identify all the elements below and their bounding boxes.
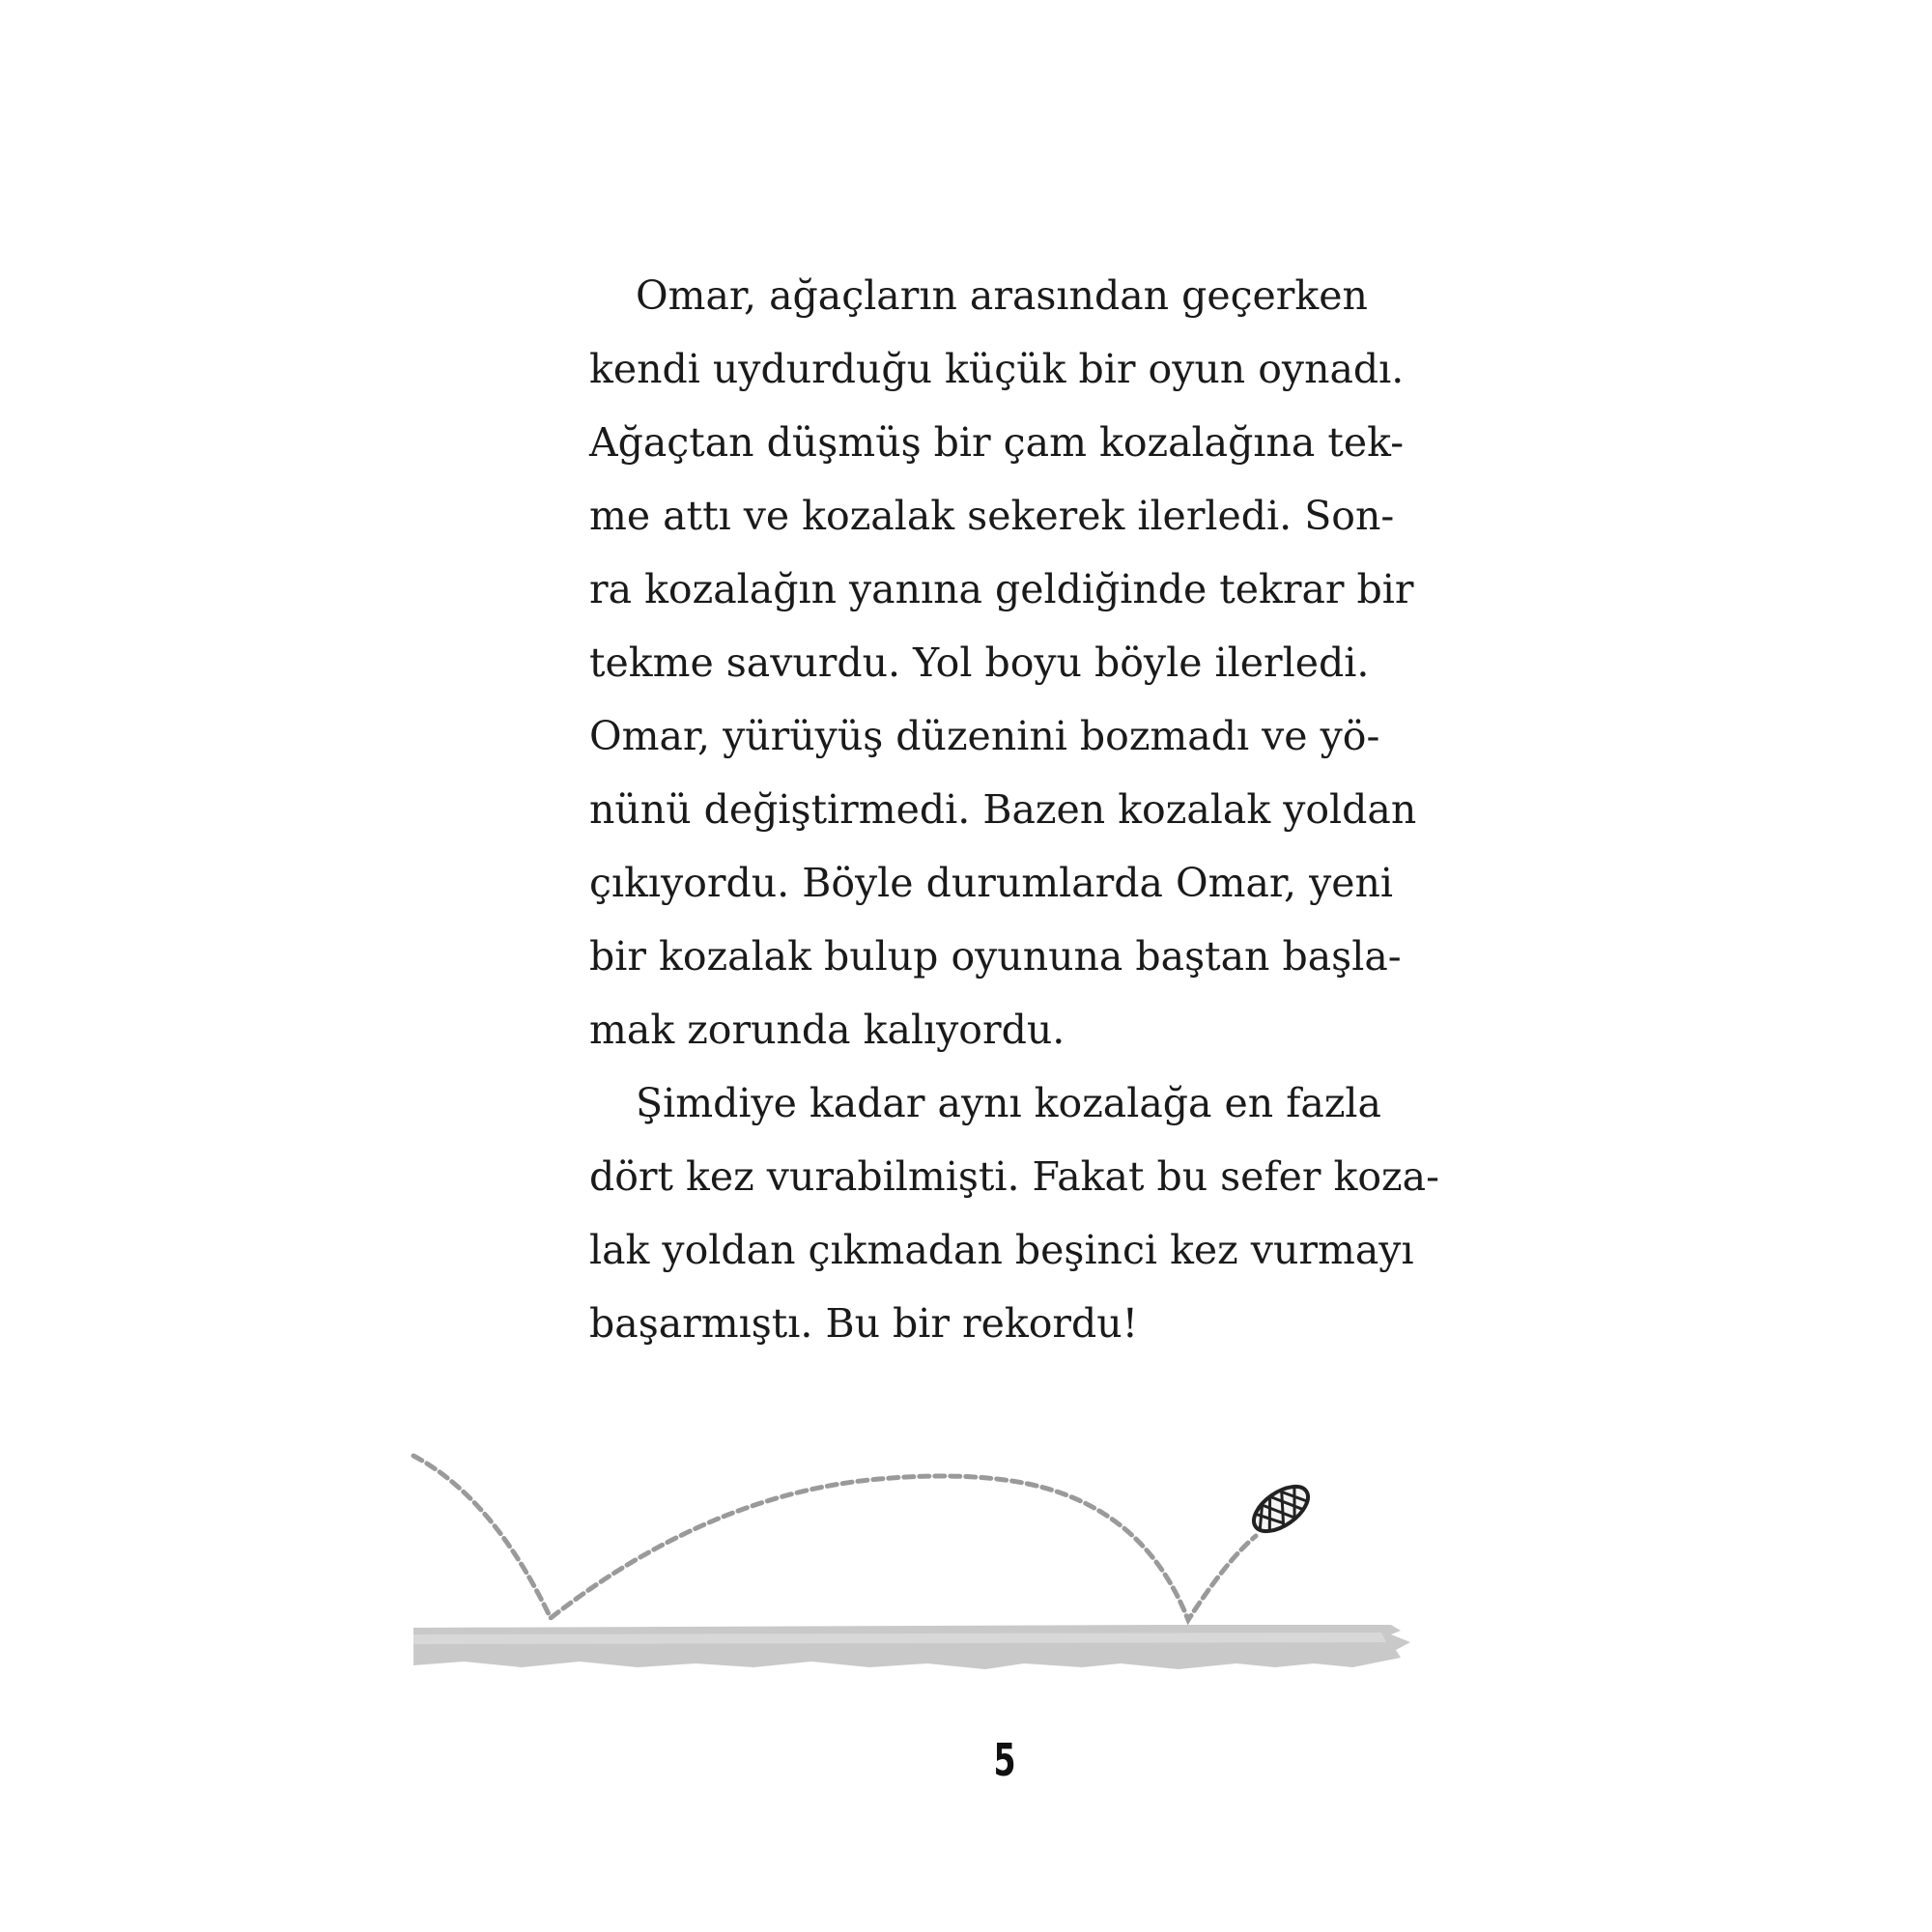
paragraph-2 [589, 1066, 1439, 1360]
pinecone-icon [1246, 1478, 1316, 1541]
bouncing-pinecone-icon [406, 1372, 1420, 1710]
text-line: nünü değiştirmedi. Bazen kozalak yoldan [589, 786, 1417, 833]
page-number: 5 [993, 1734, 1016, 1786]
text-line: Ağaçtan düşmüş bir çam kozalağına tek- [589, 419, 1405, 466]
paragraph-1 [589, 259, 1417, 1066]
body-text [589, 259, 1439, 1360]
text-line: çıkıyordu. Böyle durumlarda Omar, yeni [589, 860, 1394, 906]
text-line: Şimdiye kadar aynı kozalağa en fazla [636, 1080, 1381, 1126]
text-line: tekme savurdu. Yol boyu böyle ilerledi. [589, 639, 1370, 686]
text-line: me attı ve kozalak sekerek ilerledi. Son- [589, 493, 1395, 539]
ground-strip-shade [413, 1633, 1386, 1644]
bounce-trail [413, 1456, 1256, 1620]
text-line: mak zorunda kalıyordu. [589, 1007, 1065, 1053]
text-line: lak yoldan çıkmadan beşinci kez vurmayı [589, 1227, 1414, 1273]
ground-strip [413, 1625, 1410, 1669]
text-line: dört kez vurabilmişti. Fakat bu sefer koza- [589, 1153, 1439, 1200]
text-line: Omar, ağaçların arasından geçerken [636, 272, 1368, 319]
text-line: Omar, yürüyüş düzenini bozmadı ve yö- [589, 713, 1380, 759]
text-line: başarmıştı. Bu bir rekordu! [589, 1300, 1139, 1347]
text-line: bir kozalak bulup oyununa baştan başla- [589, 933, 1402, 980]
text-line: ra kozalağın yanına geldiğinde tekrar bir [589, 566, 1414, 612]
text-line: kendi uydurduğu küçük bir oyun oynadı. [589, 346, 1405, 392]
